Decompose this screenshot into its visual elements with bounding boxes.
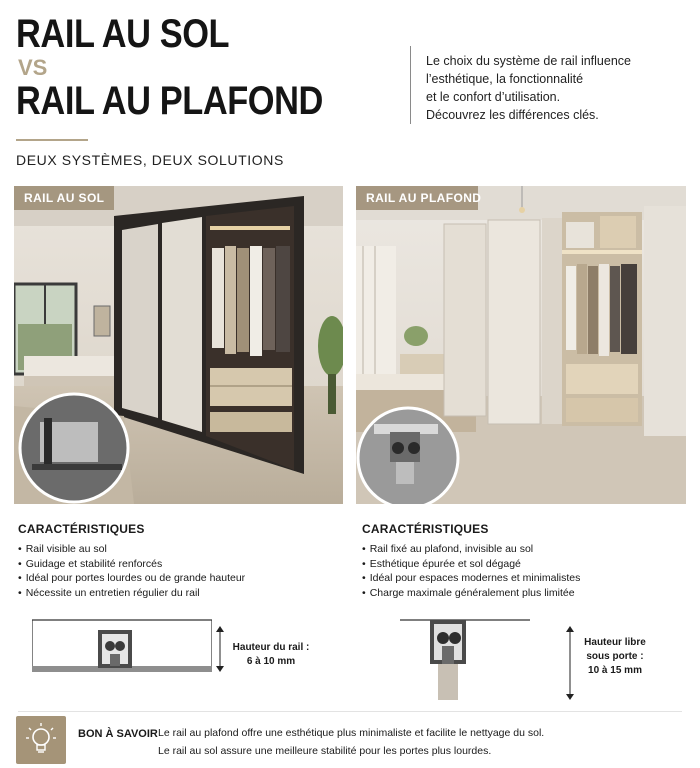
rail-height-label: Hauteur du rail : 6 à 10 mm [232, 642, 310, 667]
feature-item: • Rail fixé au plafond, invisible au sol [362, 542, 580, 557]
panel-tag-ceiling: RAIL AU PLAFOND [356, 186, 478, 210]
panel-floor-rail [14, 186, 343, 504]
features-heading: CARACTÉRISTIQUES [362, 522, 489, 536]
feature-item: • Nécessite un entretien régulier du rail [18, 586, 245, 601]
floor-rail-room-illustration [14, 186, 343, 504]
panel-tag-floor: RAIL AU SOL [14, 186, 114, 210]
main-title [16, 14, 373, 121]
intro-line: Le choix du système de rail influence [426, 54, 631, 68]
features-heading: CARACTÉRISTIQUES [18, 522, 145, 536]
section-subtitle: DEUX SYSTÈMES, DEUX SOLUTIONS [16, 152, 284, 168]
tips-line: Le rail au plafond offre une esthétique plus minimaliste et facilite le nettyage du sol. [158, 727, 545, 739]
tips-line: Le rail au sol assure une meilleure stabilité pour les portes plus lourdes. [158, 745, 492, 757]
title-rail-au-sol: RAIL AU SOL [16, 12, 230, 56]
ceiling-rail-room-illustration [356, 186, 686, 504]
panel-ceiling-rail [356, 186, 686, 504]
title-underline [16, 139, 88, 141]
lightbulb-icon [16, 716, 66, 764]
feature-item: • Idéal pour portes lourdes ou de grande hauteur [18, 571, 245, 586]
intro-line: Découvrez les différences clés. [426, 108, 599, 122]
features-list [362, 542, 580, 600]
intro-line: et le confort d’utilisation. [426, 90, 561, 104]
features-floor-rail [18, 522, 245, 600]
feature-item: • Idéal pour espaces modernes et minimalistes [362, 571, 580, 586]
feature-item: • Esthétique épurée et sol dégagé [362, 557, 580, 572]
title-rail-au-plafond: RAIL AU PLAFOND [16, 79, 323, 123]
clearance-arrow [566, 626, 574, 700]
clearance-label: Hauteur libre sous porte : 10 à 15 mm [584, 637, 646, 676]
features-ceiling-rail [362, 522, 580, 600]
tips-text [158, 724, 544, 760]
intro-divider [410, 46, 411, 124]
tips-icon-box [16, 716, 66, 764]
floor-rail-diagram [32, 616, 212, 676]
features-list [18, 542, 245, 600]
rail-height-arrow [216, 626, 224, 672]
tips-divider [18, 711, 682, 712]
title-vs: VS [18, 55, 48, 80]
tips-label: BON À SAVOIR [78, 728, 158, 740]
feature-item: • Rail visible au sol [18, 542, 245, 557]
ceiling-rail-diagram [400, 616, 530, 706]
intro-text [426, 52, 696, 124]
feature-item: • Charge maximale généralement plus limitée [362, 586, 580, 601]
intro-line: l’esthétique, la fonctionnalité [426, 72, 584, 86]
feature-item: • Guidage et stabilité renforcés [18, 557, 245, 572]
